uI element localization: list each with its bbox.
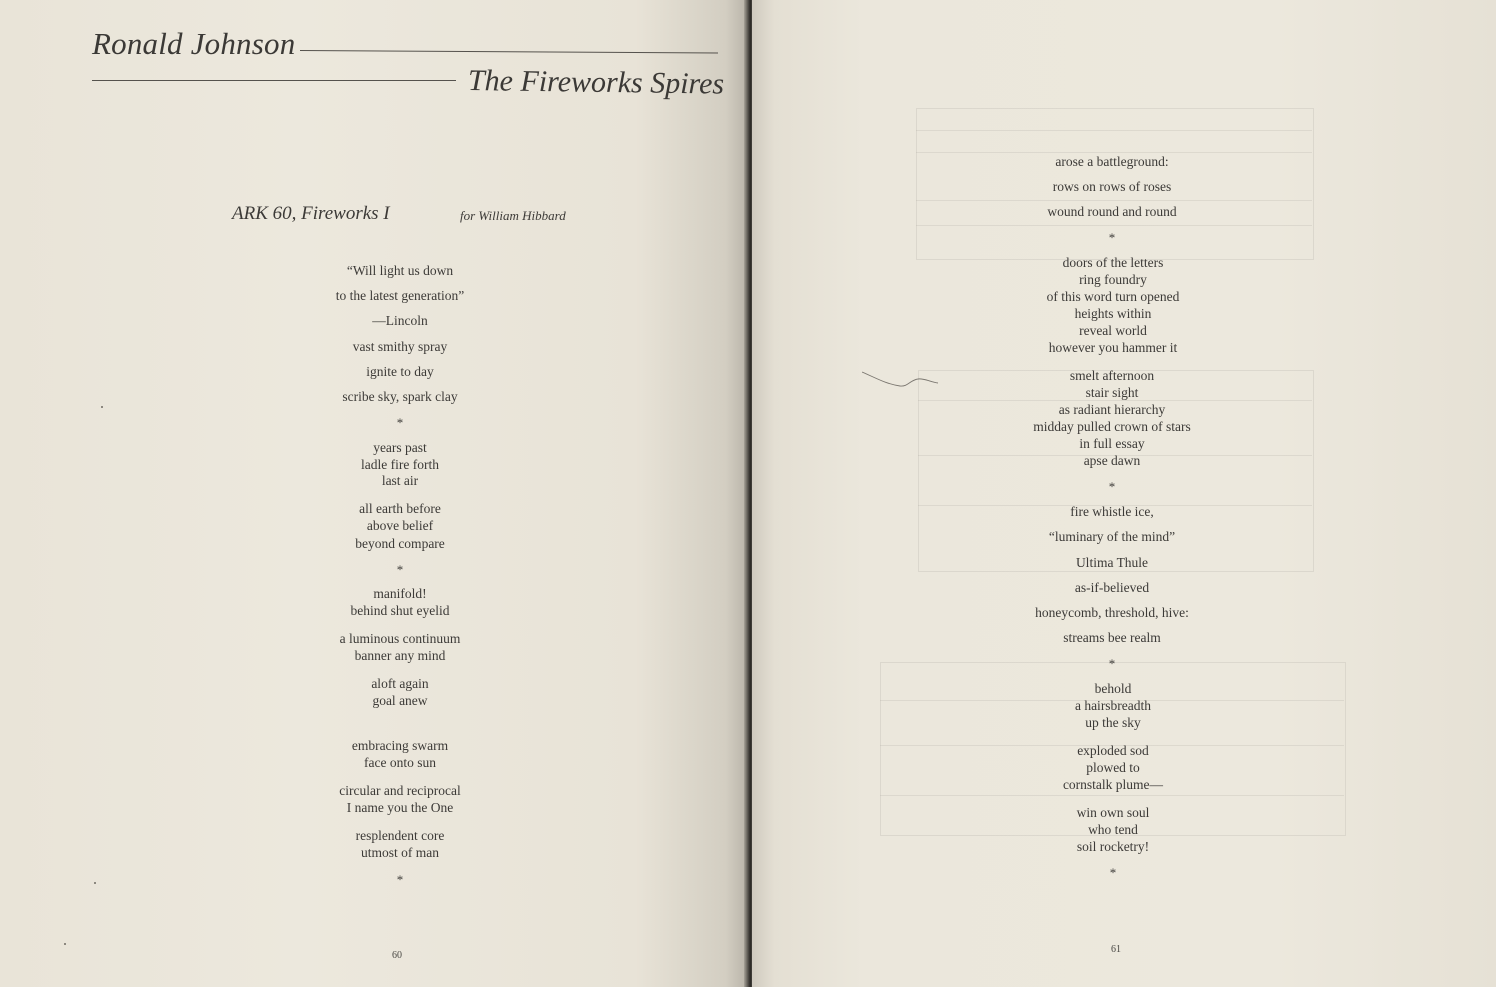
poem-line: apse dawn [1083, 453, 1141, 468]
poem-dedication: for William Hibbard [460, 208, 566, 223]
poem-line: of this word turn opened [1046, 289, 1180, 304]
poem-line: smelt afternoon [1069, 368, 1155, 383]
poem-line: doors of the letters [1062, 255, 1164, 270]
showthrough-staff-line [880, 795, 1344, 796]
poem-line: streams bee realm [1063, 630, 1161, 645]
paper-speck [64, 943, 66, 945]
header-rule-bottom [92, 80, 456, 81]
poem-line: ignite to day [366, 364, 434, 379]
poem-line: a luminous continuum [339, 631, 461, 646]
poem-line: I name you the One [346, 800, 454, 815]
showthrough-staff-line [916, 130, 1312, 131]
poem-line: scribe sky, spark clay [342, 389, 458, 404]
poem-line: circular and reciprocal [339, 783, 461, 798]
poem-line: exploded sod [1077, 743, 1149, 758]
poem-line: ladle fire forth [361, 457, 439, 472]
section-break-asterisk: * [1108, 656, 1116, 671]
poem-line: as-if-believed [1074, 580, 1150, 595]
page-number-left: 60 [392, 950, 402, 961]
poem-line: beyond compare [355, 536, 445, 551]
poem-line: above belief [366, 518, 434, 533]
poem-line: midday pulled crown of stars [1033, 419, 1191, 434]
poem-line: up the sky [1085, 715, 1141, 730]
poem-line: reveal world [1079, 323, 1147, 338]
poem-line: embracing swarm [351, 738, 449, 753]
header-rule-top [300, 50, 718, 54]
poem-line: resplendent core [355, 828, 445, 843]
poem-line: behold [1094, 681, 1132, 696]
poem-line: a hairsbreadth [1074, 698, 1152, 713]
poem-line: as radiant hierarchy [1058, 402, 1166, 417]
pencil-mark [862, 370, 942, 394]
poem-line: goal anew [372, 693, 428, 708]
poem-line: vast smithy spray [352, 339, 448, 354]
poem-line: arose a battleground: [1055, 154, 1169, 169]
poem-line: last air [381, 473, 419, 488]
poem-line: aloft again [371, 676, 429, 691]
poem-line: manifold! [373, 586, 427, 601]
poem-line: who tend [1088, 822, 1138, 837]
poem-line: soil rocketry! [1076, 839, 1150, 854]
poem-line: banner any mind [354, 648, 446, 663]
poem-line: honeycomb, threshold, hive: [1035, 605, 1189, 620]
poem-line: wound round and round [1047, 204, 1177, 219]
poem-line: fire whistle ice, [1070, 504, 1154, 519]
poem-line: in full essay [1079, 436, 1145, 451]
section-break-asterisk: * [1108, 479, 1116, 494]
page-number-right: 61 [1111, 944, 1121, 955]
showthrough-staff-line [916, 200, 1312, 201]
poem-line: plowed to [1086, 760, 1140, 775]
author-name: Ronald Johnson [92, 26, 296, 61]
poem-line: stair sight [1085, 385, 1139, 400]
poem-line: heights within [1074, 306, 1152, 321]
poem-title: ARK 60, Fireworks I [232, 203, 390, 224]
poem-line: ring foundry [1079, 272, 1147, 287]
poem-line: win own soul [1076, 805, 1150, 820]
poem-line: cornstalk plume— [1062, 777, 1164, 792]
paper-speck [101, 406, 103, 408]
poem-line: rows on rows of roses [1052, 179, 1172, 194]
poem-line: —Lincoln [372, 313, 428, 328]
section-break-asterisk: * [1108, 230, 1116, 245]
showthrough-staff-line [916, 225, 1312, 226]
section-break-asterisk: * [396, 415, 404, 430]
poem-line: however you hammer it [1048, 340, 1178, 355]
poem-line: all earth before [359, 501, 441, 516]
section-title: The Fireworks Spires [467, 64, 725, 101]
section-break-asterisk: * [396, 562, 404, 577]
poem-line: years past [373, 440, 427, 455]
section-break-asterisk: * [396, 872, 404, 887]
poem-line: to the latest generation” [335, 288, 465, 303]
poem-line: “luminary of the mind” [1048, 529, 1176, 544]
poem-line: Ultima Thule [1075, 555, 1149, 570]
poem-line: face onto sun [364, 755, 436, 770]
poem-line: behind shut eyelid [350, 603, 450, 618]
poem-line: utmost of man [361, 845, 439, 860]
poem-line: “Will light us down [346, 263, 454, 278]
section-break-asterisk: * [1109, 865, 1117, 880]
paper-speck [94, 882, 96, 884]
right-page [752, 0, 1496, 987]
